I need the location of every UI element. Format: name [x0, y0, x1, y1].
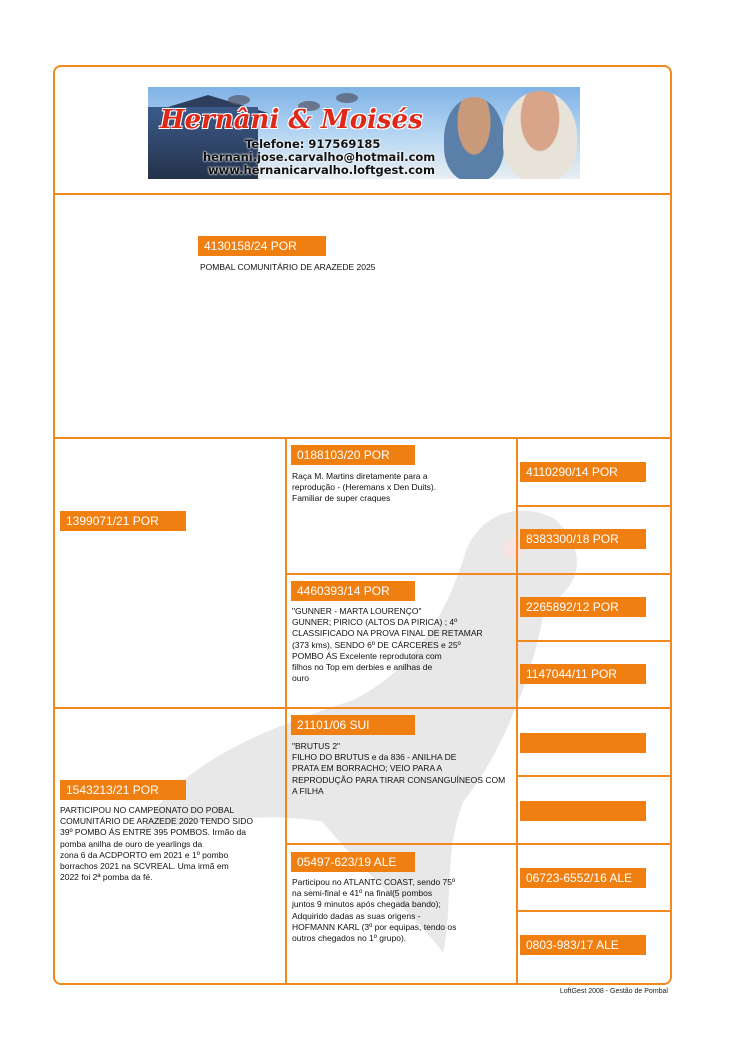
grandparent-note: "GUNNER - MARTA LOURENÇO" GUNNER; PIRICO (ALTOS DA PIRICA) ; 4º CLASSIFICADO NA PROVA FINAL DE RETAMAR (373 kms), SENDO 6º DE CÁRCERES e 25º POMBO ÁS Excelente reprodutora com filhos no Top em derbies e anilhas de ouro — [292, 606, 483, 684]
divider-ggp-1 — [517, 505, 671, 507]
portrait-moises — [503, 91, 577, 179]
mother-note: PARTICIPOU NO CAMPEONATO DO POBAL COMUNITÁRIO DE ARAZEDE 2020 TENDO SIDO 39º POMBO ÁS ENTRE 395 POMBOS. Irmão da pomba anilha de ouro de yearlings da zona 6 da ACDPORTO em 2021 e 1º pombo borrachos 2021 na SCVREAL. Uma irmã em 2022 foi 2ª pomba da fé. — [60, 805, 254, 883]
father-ring: 1399071/21 POR — [60, 511, 186, 531]
mother-ring: 1543213/21 POR — [60, 780, 186, 800]
great-grandparent-ring: 4110290/14 POR — [520, 462, 646, 482]
pigeon-icon — [336, 93, 358, 103]
great-grandparent-ring: 1147044/11 POR — [520, 664, 646, 684]
subject-ring: 4130158/24 POR — [198, 236, 326, 256]
portrait-hernani — [444, 97, 504, 179]
divider-col-2 — [516, 438, 518, 984]
divider-subject — [54, 437, 671, 439]
grandparent-ring: 4460393/14 POR — [291, 581, 415, 601]
great-grandparent-ring — [520, 733, 646, 753]
grandparent-note: Raça M. Martins diretamente para a reprodução - (Heremans x Den Duits). Familiar de super craques — [292, 471, 437, 504]
divider-ggp-2 — [517, 640, 671, 642]
divider-ggp-3 — [517, 775, 671, 777]
banner-email: hernani.jose.carvalho@hotmail.com — [203, 150, 436, 164]
grandparent-ring: 21101/06 SUI — [291, 715, 415, 735]
divider-gp-bottom — [286, 843, 671, 845]
banner-website: www.hernanicarvalho.loftgest.com — [208, 163, 435, 177]
divider-ggp-4 — [517, 910, 671, 912]
grandparent-ring: 0188103/20 POR — [291, 445, 415, 465]
grandparent-note: Participou no ATLANTC COAST, sendo 75º na semi-final e 41º na final(5 pombos juntos 9 minutos após chegada bando); Adquirido dadas as suas origens - HOFMANN KARL (3º por equipas, tendo os outros chegados no 1º grupo). — [292, 877, 457, 944]
great-grandparent-ring: 06723-6552/16 ALE — [520, 868, 646, 888]
subject-note: POMBAL COMUNITÁRIO DE ARAZEDE 2025 — [200, 262, 376, 272]
footer-credit: LoftGest 2008 - Gestão de Pombal — [559, 988, 668, 995]
great-grandparent-ring: 0803-983/17 ALE — [520, 935, 646, 955]
grandparent-ring: 05497-623/19 ALE — [291, 852, 415, 872]
great-grandparent-ring — [520, 801, 646, 821]
banner-title: Hernâni & Moisés — [160, 105, 423, 135]
great-grandparent-ring: 8383300/18 POR — [520, 529, 646, 549]
divider-header — [54, 193, 671, 195]
grandparent-note: "BRUTUS 2" FILHO DO BRUTUS e da 836 - ANILHA DE PRATA EM BORRACHO; VEIO PARA A REPRODUÇÃO PARA TIRAR CONSANGUÍNEOS COM A FILHA — [292, 741, 506, 796]
pigeon-icon — [228, 95, 250, 105]
divider-parents — [54, 707, 671, 709]
banner-phone: Telefone: 917569185 — [245, 137, 381, 151]
great-grandparent-ring: 2265892/12 POR — [520, 597, 646, 617]
divider-col-1 — [285, 438, 287, 984]
divider-gp-top — [286, 573, 671, 575]
header-banner — [148, 87, 580, 179]
